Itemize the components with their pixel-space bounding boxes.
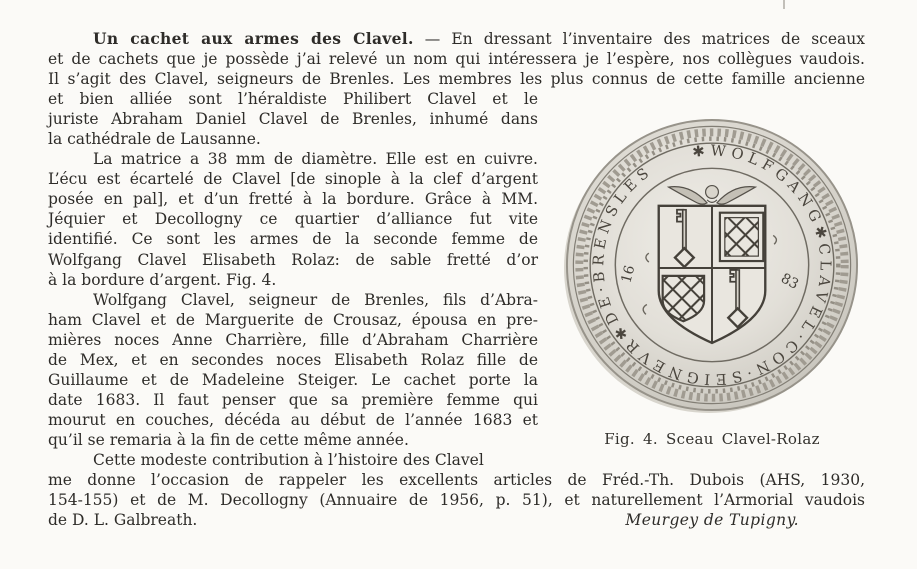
text-line: et bien alliée sont l’héraldiste Philibert Clavel et le — [48, 90, 538, 109]
seal-date-left: 16 — [618, 263, 639, 285]
text-line — [48, 510, 865, 530]
text-line: La matrice a 38 mm de diamètre. Elle est en cuivre. — [93, 150, 538, 169]
text-line: et de cachets que je possède j’ai relevé un nom qui intéressera je l’espère, nos collègues vaudois. — [48, 50, 865, 69]
text-line: 154-155) et de M. Decollogny (Annuaire de 1956, p. 51), et naturellement l’Armorial vaudois — [48, 491, 865, 510]
closing-line: de D. L. Galbreath. — [48, 511, 198, 530]
fretty-panel-q3 — [663, 276, 704, 321]
author-signature: Meurgey de Tupigny. — [625, 511, 799, 530]
seal-date-right: 83 — [778, 270, 802, 293]
text-line: posée en pal], et d’un fretté à la bordure. Grâce à MM. — [48, 190, 538, 209]
text-line: ham Clavel et de Marguerite de Crousaz, épousa en pre- — [48, 310, 538, 329]
text-line: mourut en couches, décéda au début de l’année 1683 et — [48, 410, 538, 429]
text-line: de Mex, et en secondes noces Elisabeth Rolaz fille de — [48, 350, 538, 369]
text-line: identifié. Ce sont les armes de la seconde femme de — [48, 230, 538, 249]
text-line: mières noces Anne Charrière, fille d’Abraham Charrière — [48, 330, 538, 349]
text-line: à la bordure d’argent. Fig. 4. — [48, 270, 277, 289]
text-line: Un cachet aux armes des Clavel. — En dressant l’inventaire des matrices de sceaux — [93, 29, 865, 48]
text-line: Wolfgang Clavel, seigneur de Brenles, fils d’Abra- — [93, 290, 538, 309]
seal-legend-text: ✱WOLFGANG✱CLAVEL·CON·SEIGNEVR✱DE·BRENSLES — [590, 142, 834, 388]
text-line: Il s’agit des Clavel, seigneurs de Brenles. Les membres les plus connus de cette famille ancienne — [48, 70, 865, 89]
seal-photo — [564, 117, 860, 413]
text-line: me donne l’occasion de rappeler les excellents articles de Fréd.-Th. Dubois (AHS, 1930, — [48, 471, 865, 490]
scan-artifact — [783, 0, 785, 9]
text-line: juriste Abraham Daniel Clavel de Brenles, inhumé dans — [48, 110, 538, 129]
text-line: L’écu est écartelé de Clavel [de sinople à la clef d’argent — [48, 170, 538, 189]
fretty-panel-q2 — [720, 213, 763, 261]
text-line: qu’il se remaria à la fin de cette même année. — [48, 430, 409, 449]
figure-seal — [562, 117, 862, 449]
article-heading: Un cachet aux armes des Clavel. — [93, 29, 414, 48]
text-line: Cette modeste contribution à l’histoire des Clavel — [93, 450, 484, 469]
figure-caption: Fig. 4. Sceau Clavel-Rolaz — [604, 430, 820, 448]
text-line: Jéquier et Decollogny ce quartier d’alliance fut vite — [48, 210, 538, 229]
text-line: Guillaume et de Madeleine Steiger. Le cachet porte la — [48, 370, 538, 389]
text-line: Wolfgang Clavel Elisabeth Rolaz: de sable fretté d’or — [48, 250, 538, 269]
text-line: date 1683. Il faut penser que sa première femme qui — [48, 390, 538, 409]
text-line: la cathédrale de Lausanne. — [48, 130, 261, 149]
